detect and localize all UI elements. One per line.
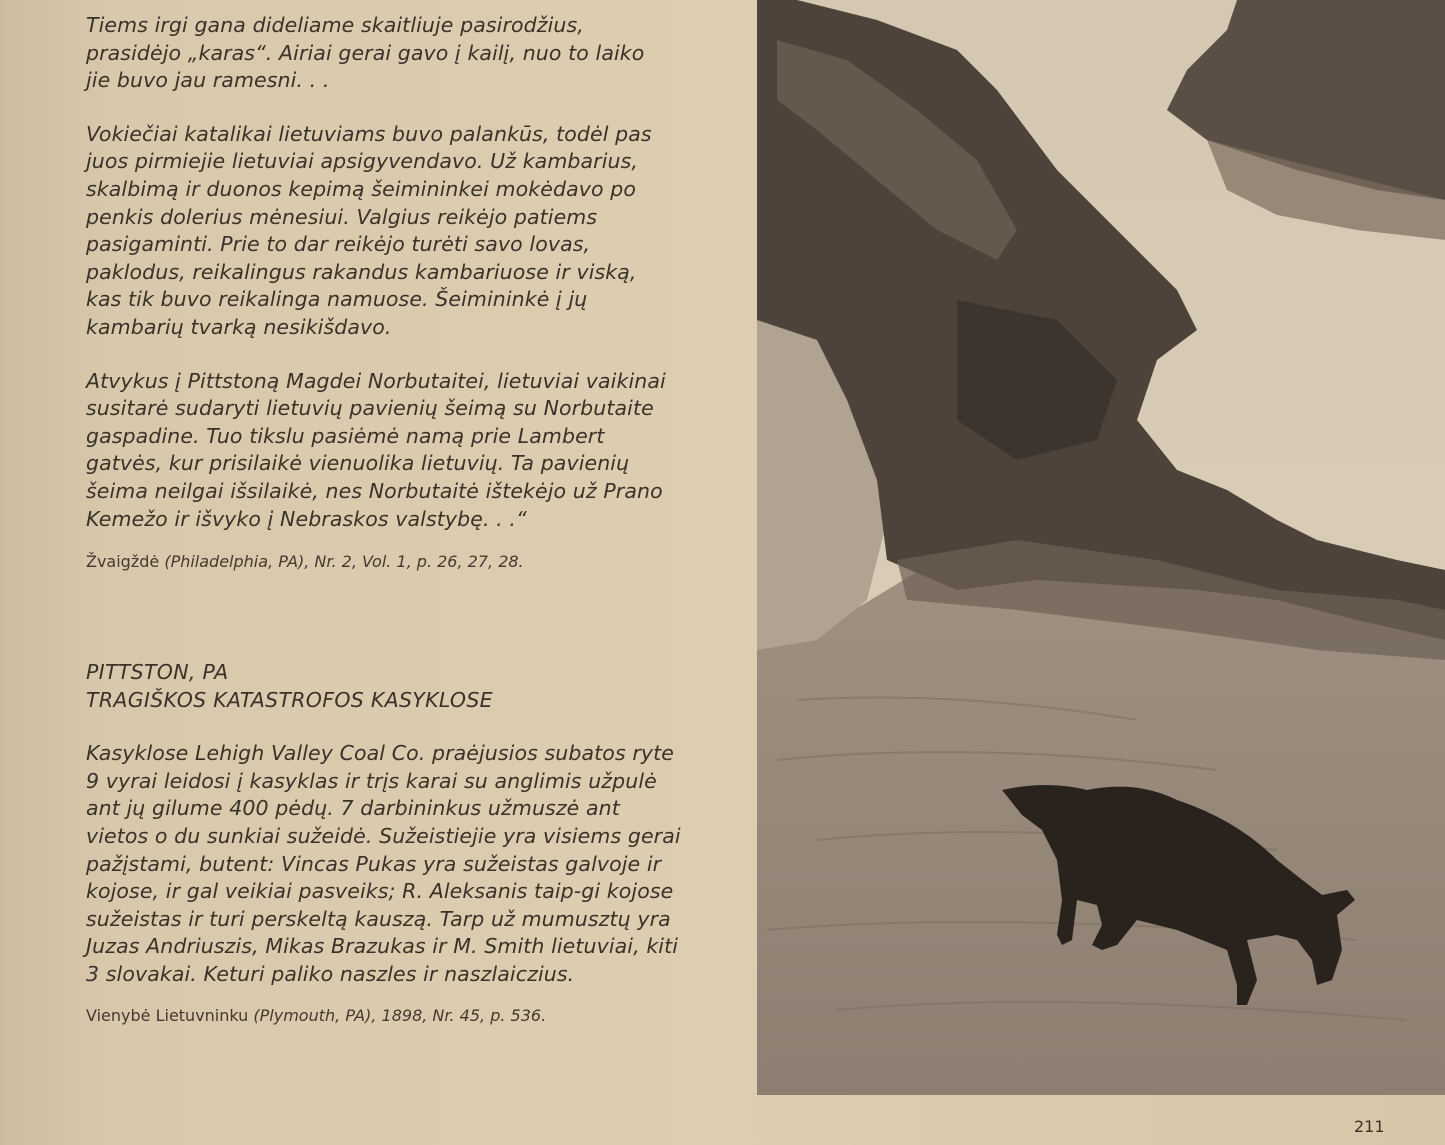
paragraph-karas: Tiems irgi gana dideliame skaitliuje pasirodžius, prasidėjo „karas“. Airiai gerai gavo į kailį, nuo to laiko jie buvo jau ramesni. . . xyxy=(86,13,645,93)
beach-dog-photo xyxy=(757,0,1445,1095)
photo-drawing xyxy=(757,0,1445,1095)
section-heading-tragiskos: TRAGIŠKOS KATASTROFOS KASYKLOSE xyxy=(86,687,493,712)
page-number: 211 xyxy=(1354,1117,1385,1136)
source-details-2: (Plymouth, PA), 1898, Nr. 45, p. 536. xyxy=(253,1005,547,1025)
source-citation-vienybe xyxy=(86,1005,726,1027)
source-name-2: Vienybė Lietuvninku xyxy=(86,1005,249,1025)
source-details: (Philadelphia, PA), Nr. 2, Vol. 1, p. 26, 27, 28. xyxy=(164,552,524,572)
paragraph-vokieciai: Vokiečiai katalikai lietuviams buvo palankūs, todėl pas juos pirmiejie lietuviai apsigyvendavo. Už kambarius, skalbimą ir duonos kepimą šeimininkei mokėdavo po penkis dolerius mėnesiui. Valgius reikėjo patiems pasigaminti. Prie to dar reikėjo turėti savo lovas, paklodus, reikalingus rakandus kambariuose ir viską, kas tik buvo reikalinga namuose. Šeimininkė į jų kambarių tvarką nesikišdavo. xyxy=(86,121,652,339)
source-name: Žvaigždė xyxy=(86,552,160,572)
section-heading-pittston: PITTSTON, PA xyxy=(86,660,229,685)
paragraph-kasyklose: Kasyklose Lehigh Valley Coal Co. praėjusios subatos ryte 9 vyrai leidosi į kasyklas ir trįs karai su anglimis užpulė ant jų gilume 400 pėdų. 7 darbininkus užmuszė ant vietos o du sunkiai sužeidė. Sužeistiejie yra visiems gerai pažįstami, butent: Vincas Pukas yra sužeistas galvoje ir kojose, ir gal veikiai pasveiks; R. Aleksanis taip-gi kojose sužeistas ir turi perskeltą kauszą. Tarp už mumusztų yra Juzas Andriuszis, Mikas Brazukas ir M. Smith lietuviai, kiti 3 slovakai. Keturi paliko naszles ir naszlaiczius. xyxy=(86,741,681,987)
text-column xyxy=(86,12,726,1027)
paragraph-norbutaite: Atvykus į Pittstoną Magdei Norbutaitei, lietuviai vaikinai susitarė sudaryti lietuvių pavienių šeimą su Norbutaite gaspadine. Tuo tikslu pasiėmė namą prie Lambert gatvės, kur prisilaikė vienuolika lietuvių. Ta pavienių šeima neilgai išsilaikė, nes Norbutaitė ištekėjo už Prano Kemežo ir išvyko į Nebraskos valstybę. . .“ xyxy=(86,368,666,531)
source-citation-zvaigzde xyxy=(86,551,726,573)
